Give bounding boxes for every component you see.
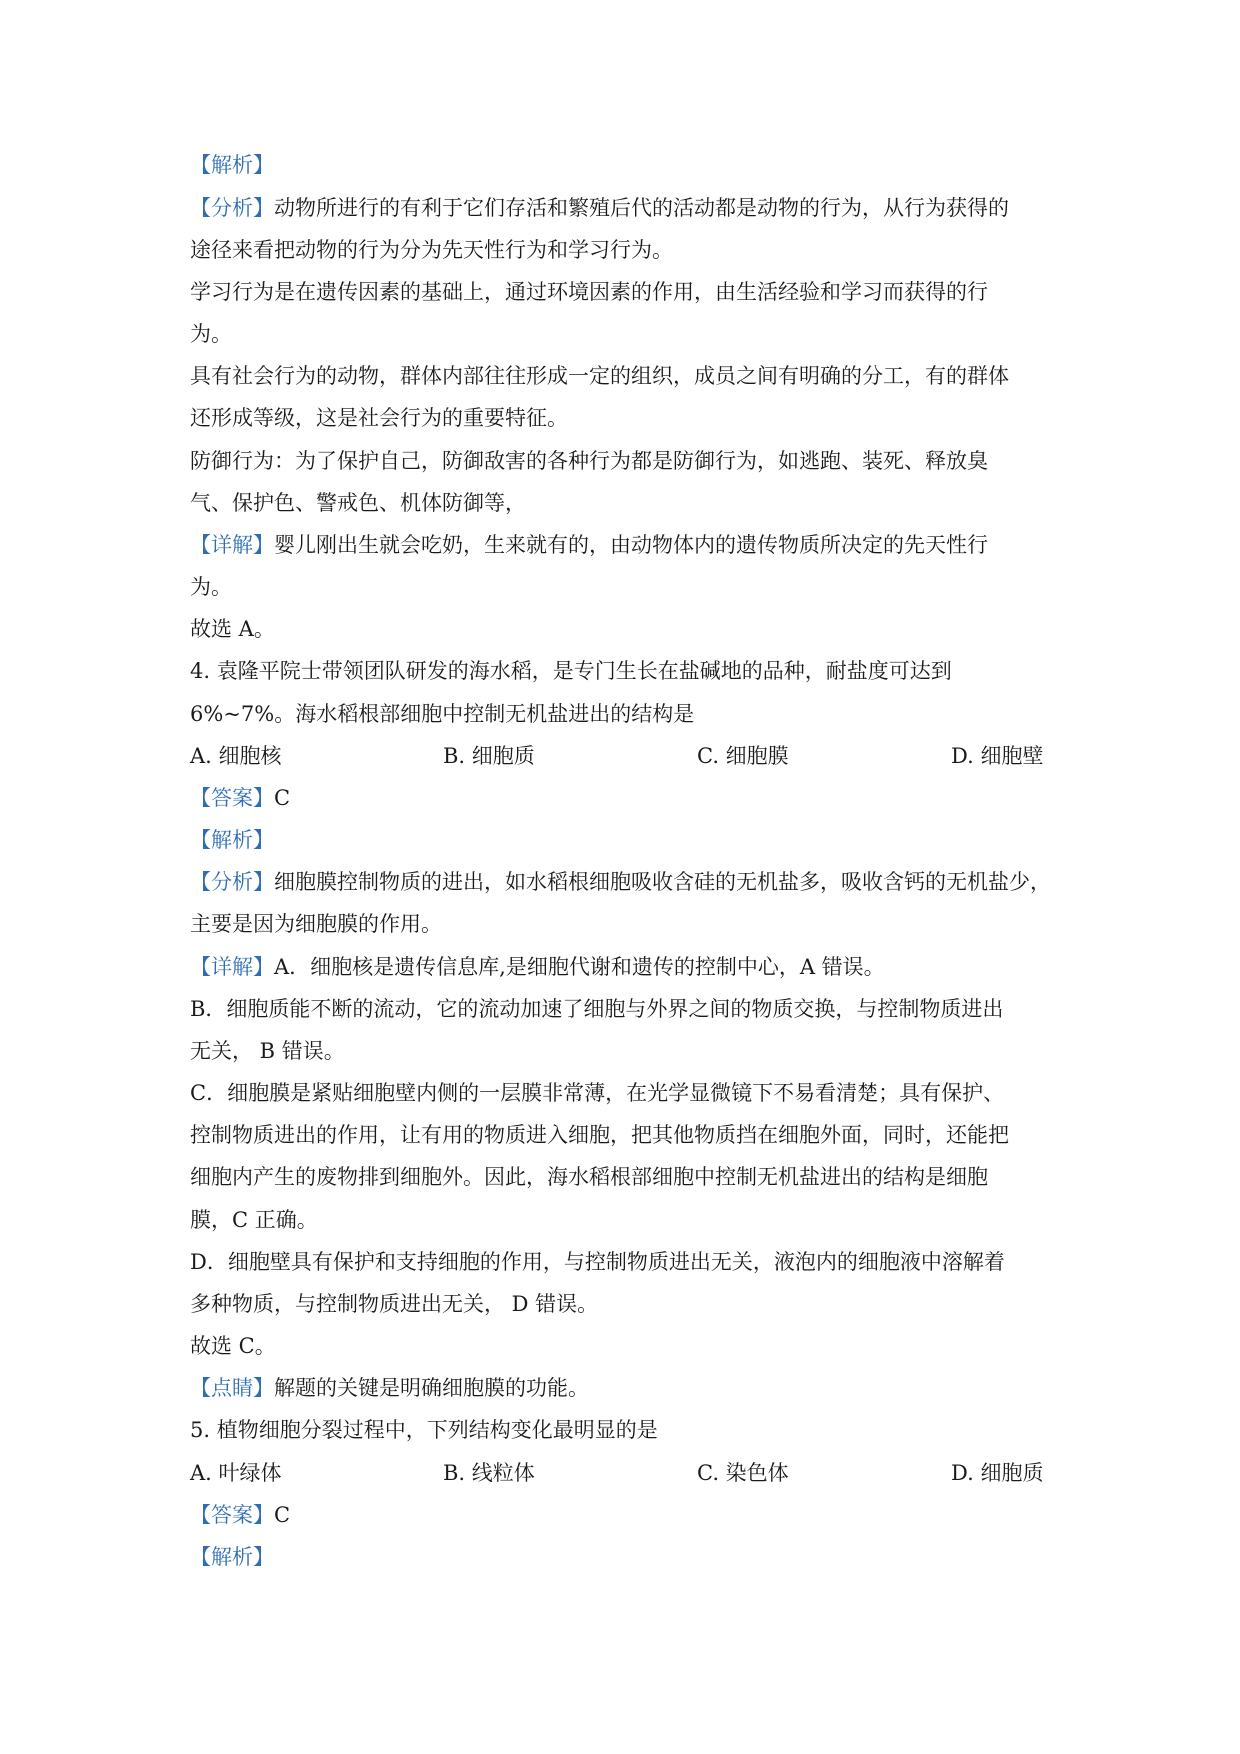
- q5-answer: C: [274, 1503, 291, 1527]
- q3-choose: 故选 A。: [190, 617, 275, 641]
- q3-analysis-line: [190, 195, 1009, 221]
- q4-dianjing-text: 解题的关键是明确细胞膜的功能。: [274, 1376, 589, 1400]
- q5-option-d: D. 细胞质: [951, 1461, 1044, 1485]
- q4-detail-c1: C．细胞膜是紧贴细胞壁内侧的一层膜非常薄，在光学显微镜下不易看清楚；具有保护、: [190, 1081, 1005, 1105]
- q3-para-2: 具有社会行为的动物，群体内部往往形成一定的组织，成员之间有明确的分工，有的群体: [190, 364, 1009, 388]
- q4-option-d: D. 细胞壁: [951, 744, 1044, 768]
- q3-detail-line: [190, 532, 988, 558]
- q4-detail-c3: 细胞内产生的废物排到细胞外。因此，海水稻根部细胞中控制无机盐进出的结构是细胞: [190, 1165, 988, 1189]
- q4-detail-b2: 无关， B 错误。: [190, 1039, 345, 1063]
- q3-detail-text-2: 为。: [190, 575, 232, 599]
- q4-answer: C: [274, 786, 291, 810]
- q3-analysis-text: 动物所进行的有利于它们存活和繁殖后代的活动都是动物的行为，从行为获得的: [274, 196, 1009, 220]
- q5-option-a: A. 叶绿体: [190, 1461, 282, 1485]
- q4-dianjing-line: [190, 1375, 589, 1401]
- fenxi-tag: 【分析】: [190, 196, 274, 220]
- analysis-tag: 【解析】: [190, 153, 274, 177]
- q4-detail-a: [190, 954, 885, 980]
- answer-tag: 【答案】: [190, 1503, 274, 1527]
- q4-detail-c2: 控制物质进出的作用，让有用的物质进入细胞，把其他物质挡在细胞外面，同时，还能把: [190, 1123, 1009, 1147]
- xiangjie-tag: 【详解】: [190, 533, 274, 557]
- q4-detail-b1: B．细胞质能不断的流动，它的流动加速了细胞与外界之间的物质交换，与控制物质进出: [190, 997, 1004, 1021]
- q4-option-b: B. 细胞质: [443, 744, 535, 768]
- fenxi-tag: 【分析】: [190, 870, 274, 894]
- q5-option-b: B. 线粒体: [443, 1461, 535, 1485]
- q4-detail-d1: D．细胞壁具有保护和支持细胞的作用，与控制物质进出无关，液泡内的细胞液中溶解着: [190, 1250, 1005, 1274]
- q4-detail-d2: 多种物质，与控制物质进出无关， D 错误。: [190, 1292, 599, 1316]
- q3-para-1b: 为。: [190, 322, 232, 346]
- q5-answer-line: [190, 1502, 290, 1528]
- q3-para-1: 学习行为是在遗传因素的基础上，通过环境因素的作用，由生活经验和学习而获得的行: [190, 280, 988, 304]
- q5-option-c: C. 染色体: [697, 1461, 789, 1485]
- q4-option-a: A. 细胞核: [190, 744, 282, 768]
- q4-detail-a-text: A．细胞核是遗传信息库,是细胞代谢和遗传的控制中心，A 错误。: [274, 955, 885, 979]
- dianjing-tag: 【点睛】: [190, 1376, 274, 1400]
- q3-para-3: 防御行为：为了保护自己，防御敌害的各种行为都是防御行为，如逃跑、装死、释放臭: [190, 449, 988, 473]
- q4-analysis-text: 细胞膜控制物质的进出，如水稻根细胞吸收含硅的无机盐多，吸收含钙的无机盐少，: [274, 870, 1051, 894]
- q4-stem-2: 6%~7%。海水稻根部细胞中控制无机盐进出的结构是: [190, 702, 695, 726]
- q4-detail-c4: 膜，C 正确。: [190, 1208, 318, 1232]
- q4-choose: 故选 C。: [190, 1334, 276, 1358]
- q3-para-2b: 还形成等级，这是社会行为的重要特征。: [190, 406, 568, 430]
- q4-answer-line: [190, 785, 290, 811]
- q4-analysis-line: [190, 869, 1051, 895]
- q4-stem-1: 4. 袁隆平院士带领团队研发的海水稻，是专门生长在盐碱地的品种，耐盐度可达到: [190, 659, 952, 683]
- q5-analysis-tag: 【解析】: [190, 1545, 274, 1569]
- xiangjie-tag: 【详解】: [190, 955, 274, 979]
- q4-option-c: C. 细胞膜: [697, 744, 789, 768]
- answer-tag: 【答案】: [190, 786, 274, 810]
- q4-analysis-text-2: 主要是因为细胞膜的作用。: [190, 912, 442, 936]
- q5-stem: 5. 植物细胞分裂过程中，下列结构变化最明显的是: [190, 1418, 658, 1442]
- q3-analysis-text-2: 途径来看把动物的行为分为先天性行为和学习行为。: [190, 238, 673, 262]
- q4-analysis-tag: 【解析】: [190, 828, 274, 852]
- q3-para-3b: 气、保护色、警戒色、机体防御等，: [190, 491, 526, 515]
- q3-detail-text: 婴儿刚出生就会吃奶，生来就有的，由动物体内的遗传物质所决定的先天性行: [274, 533, 988, 557]
